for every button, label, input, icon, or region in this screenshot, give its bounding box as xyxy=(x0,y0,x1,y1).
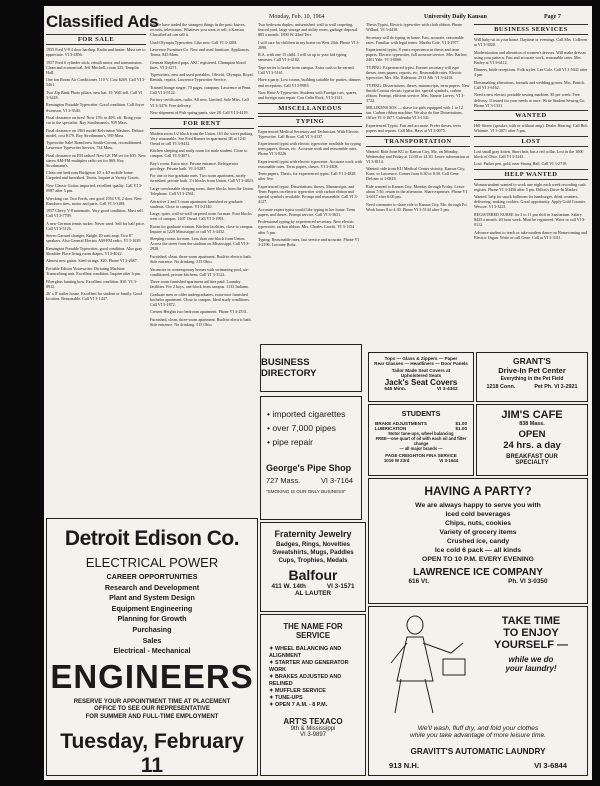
classified-ad: Furnished, clean, three-room apartment. Built-in electric bath. Side entrance. No drinking. 515 Ohio. xyxy=(150,316,252,327)
classified-ad: Need a new electric portable sewing machine. $5 per week. Free delivery. If teased for your needs at once. Write Student Sewing Co. Phone VI 3-1331. xyxy=(474,92,586,108)
edison-date: Tuesday, February 11 xyxy=(60,729,244,776)
classified-ad: Vacancies in contemporary homes with swimming pool, air-conditioned, private kitchens. Call VI 3-3122. xyxy=(150,266,249,277)
pipe-shop-ad xyxy=(260,396,362,520)
classified-ad: German Shepherd pups. AKC registered. Champion blood lines. VI 3-4271. xyxy=(150,59,246,70)
pipe-shop-address: 727 Mass. xyxy=(266,476,301,485)
classified-ad: Remington Portable Typewriter. Good condition. Call Joyce Swenson, VI 3-3540. xyxy=(46,102,145,113)
classified-ad: Large, quiet, wall-to-wall carpeted room for man. Four blocks west of campus. 1407 Oread. Call VI 3-1993. xyxy=(150,211,252,222)
laundry-line-5: your laundry! xyxy=(505,664,557,673)
classified-ad: Typing. Reasonable rates, fast service and accurate. Phone VI 3-2196. Lorraine Boltz. xyxy=(258,236,359,248)
texaco-address: 9th & Mississippi xyxy=(290,726,336,732)
grants-line-1: Drive-In Pet Center xyxy=(498,366,566,375)
jims-special-2: SPECIALTY xyxy=(515,460,549,466)
balfour-line: Badges, Rings, Novelties xyxy=(276,541,350,548)
section-help-wanted: HELP WANTED xyxy=(474,169,588,180)
edison-line: Research and Development xyxy=(104,582,200,592)
newspaper-page xyxy=(44,6,592,780)
classified-ad: Ride wanted to Kansas City, Monday through Friday. Leave about 7:30, return in the afternoon. Share expenses. Phone VI 3-6617 after 6:00 pm. xyxy=(366,183,467,200)
classified-ad: Trained lounge singer, 70 pages, company. Lawrence at Penn. Call VI 3-9122. xyxy=(150,84,252,95)
classified-ad: Term papers, Thesis, for experienced typist. Call VI 3-4828 after five. xyxy=(258,171,356,182)
classified-ad: Lost: Parker pen, gold, near Strong Hall. Call VI 3-2718. xyxy=(474,161,568,167)
column-3 xyxy=(258,22,362,342)
section-transportation: TRANSPORTATION xyxy=(366,136,470,147)
jacks-name: Jack's Seat Covers xyxy=(384,378,458,387)
classified-ad: I will care for children in my home on West 24th. Phone VI 3-2090. xyxy=(258,39,360,50)
classified-ad: Hill-Stereo (speaker, with or without amp). Dealer Hearing. Call Bob Whinnie. VI 3-3071 after 5 pm. xyxy=(474,123,588,134)
fina-phone: VI 3-1644 xyxy=(439,458,459,463)
grants-address: 1218 Conn. xyxy=(486,384,516,390)
classified-ad: MILLIKENS SOS — shave for girls equipped with 1 to 12 ton. Carbon ribbon machine. We also do fine Dissertations. Office VI 3-1677. Calendar VI 3-1541. xyxy=(366,105,463,121)
party-line: Iced cold beverages xyxy=(445,511,511,518)
texaco-service: ✦ OPEN 7 A.M. - 8 P.M. xyxy=(269,702,328,708)
classified-ad: New Classic Guitar, imported, excellent quality. Call VI 3-0987 after 5 pm. xyxy=(46,182,143,194)
edison-line: Planning for Growth xyxy=(117,614,187,624)
classified-ad: Large comfortable sleeping room, three blocks from the Union. Telephone. Call VI 3-2561. xyxy=(150,185,254,197)
texaco-service: ✦ TUNE-UPS xyxy=(269,695,303,701)
classified-ad: Almost new guitar. Steel strings. $20. Phone VI 3-2687. xyxy=(46,258,138,264)
section-typing: TYPING xyxy=(258,116,362,127)
classified-ad: Secretary will do typing in home. Fast, accurate, reasonable rates. Familiar with legal terms. Martha Cole. VI 3-2977. xyxy=(366,34,464,45)
arts-texaco-ad xyxy=(260,614,366,776)
classified-ad: Thesis Typist, Electric typewriter with cloth ribbon. Phone Willard. VI 3-4418. xyxy=(366,22,462,33)
grants-pet-ad xyxy=(476,352,588,402)
classified-ad: Factory certificates, radio. All new. Limited, Sole Mfrs. Call VI 3-3476. Free delivery. xyxy=(150,97,249,108)
ice-company-name: LAWRENCE ICE COMPANY xyxy=(413,567,543,578)
texaco-header-1: THE NAME FOR xyxy=(283,622,343,631)
grants-name: GRANT'S xyxy=(513,356,551,366)
texaco-service: ✦ BRAKES ADJUSTED AND RELINED xyxy=(269,674,342,687)
jacks-line-2: Rear Glasses — Headliners — Door Panels xyxy=(374,361,468,366)
classified-ad: Wanted: ride from KU Medical Center vicinity, Kansas City, Kans. to Lawrence. Comes from 6:30 to 8:30. Call Gene DeLane at 1-0818. xyxy=(366,166,466,182)
classified-ad: Two bedroom duplex, unfurnished, wall to wall carpeting, fenced yard, large storage and utility room, garbage disposal. $85 a month. 1800 W. 22nd Terr. xyxy=(258,22,359,38)
jacks-line-4: Upholstered Seats xyxy=(400,373,442,378)
classified-ad: Modern room 1/2 block from the Union. Off the street parking. Very reasonable. See Fred Runser in apartment 1B at 1241 Oread or call VI 3-9432. xyxy=(150,130,254,146)
balfour-ad xyxy=(260,522,366,612)
fina-row-3: Motor tune-ups, wheel balancing xyxy=(388,431,454,436)
pipe-shop-phone: VI 3-7164 xyxy=(320,476,353,485)
classified-ad: Furnished, clean, three-room apartment. Built-in electric bath. Side entrance. No drinking. 515 Ohio. xyxy=(150,253,252,265)
party-line: Variety of grocery items xyxy=(439,529,517,536)
classified-ad: Advance student to teach or take modern dance on Homecoming and Electric Organ. Write or call Gene. Call at VI 3-3311. xyxy=(474,229,587,240)
edison-line: CAREER OPPORTUNITIES xyxy=(106,572,198,581)
classified-ad: Dressmaking alterations, formals and wedding gowns. Mrs. Patrick. Call VI 3-6162. xyxy=(474,79,586,90)
fina-address: 1019 W 23rd xyxy=(383,458,410,463)
edison-line: Plant and System Design xyxy=(109,593,195,603)
edison-line: Equipment Engineering xyxy=(111,603,193,613)
section-business-services: BUSINESS SERVICES xyxy=(474,24,588,35)
header-paper: University Daily Kansan xyxy=(424,14,488,20)
texaco-phone: VI 3-9897 xyxy=(299,732,327,738)
edison-appt-line-2: OFFICE TO SEE OUR REPRESENTATIVE xyxy=(94,706,210,713)
fina-row-1: BRAKE ADJUSTMENTS xyxy=(375,421,427,426)
classified-ad: 26' x 8' trailer house. Excellent for student or family. Good location. Reasonable. Call VI 3-1447. xyxy=(46,291,143,302)
section-for-sale: FOR SALE xyxy=(46,34,146,45)
edison-subtitle: ELECTRICAL POWER xyxy=(85,555,219,570)
classified-ad: Accurate expert typist would like typing in her home. Term papers and theses. Prompt service. Call VI 3-3631. xyxy=(258,206,356,217)
classified-ad: Wanted: help for snack ballroom for hamburger, drink counters, delivering, making cookies. Good opportunity. Apply Gold Counter, Wescoe. VI 3-3221. xyxy=(474,194,586,210)
edison-appt-line-3: FOR SUMMER AND FULL-TIME EMPLOYMENT xyxy=(85,713,219,720)
classified-ad: Kitchen sleeping and study room for male student. Close to campus. Call VI 3-3071. xyxy=(150,148,248,159)
jacks-line-3: Tailor Made Seat Covers at xyxy=(391,368,451,373)
texaco-name: ART'S TEXACO xyxy=(283,717,343,726)
texaco-header-2: SERVICE xyxy=(295,631,331,640)
laundry-illustration xyxy=(381,613,471,719)
classified-ad: Woman student wanted to work one night each week recording cash register. Phone VI 3-3456 after 5 pm. Dillon's Drive-In Market. xyxy=(474,181,586,192)
grants-phone: Pet Ph. VI 3-2921 xyxy=(534,384,578,390)
laundry-phone: VI 3-6844 xyxy=(534,761,567,770)
party-line: Ice cold 6 pack — all kinds xyxy=(434,547,522,554)
balfour-phone: VI 3-1571 xyxy=(326,583,355,590)
balfour-line: Cups, Trophies, Medals xyxy=(278,557,348,564)
classified-ad: Need commuter to share ride to Kansas City, Mo. through Fri. Work hours 8 to 4:30. Phone VI 3-5144 after 5 pm. xyxy=(366,201,468,212)
jims-cafe-ad xyxy=(476,404,588,476)
classified-ad: Typewriters, new and used portables, Olivetti, Olympia, Royal. Rentals, repairs, Lawrence Typewriter Service. xyxy=(150,72,254,83)
classified-ad: REGISTERED NURSE for 3 to 11 pm shift in Sanitarium. Salary $425 a month. 40 hour week. Must be registered. Write or call VI 3-0112. xyxy=(474,211,586,228)
laundry-ad xyxy=(368,606,588,776)
edison-name: Detroit Edison Co. xyxy=(64,527,240,550)
laundry-name: GRAVITT'S AUTOMATIC LAUNDRY xyxy=(410,747,546,756)
texaco-service: ✦ STARTER AND GENERATOR WORK xyxy=(269,660,349,673)
edison-appt-line-1: RESERVE YOUR APPOINTMENT TIME AT PLACEMENT xyxy=(73,698,231,705)
pipe-shop-item: • pipe repair xyxy=(267,437,314,447)
classified-ad: Three room furnished apartment utilities paid. Laundry facilities. For 2 boys, one block from campus. 1133 Indiana. xyxy=(150,279,249,290)
column-2 xyxy=(150,22,254,518)
ice-company-phone: Ph. VI 3-0350 xyxy=(508,578,548,585)
classified-ad: One ton Room Air Conditioner. 110 V. Cost $269. Call VI 3-5461. xyxy=(46,77,146,88)
column-1 xyxy=(46,32,146,518)
party-line: We are always happy to serve you with xyxy=(415,502,541,509)
classified-ad: Modernization and alteration of women's dresses. Will make dresses using your pattern. Fast and accurate work, reasonable rates. Mrs. Bailey at VI 3-6412. xyxy=(474,49,587,65)
jims-open: OPEN xyxy=(518,429,546,440)
column-4 xyxy=(366,22,470,350)
grants-line-2: Everything in the Pet Field xyxy=(500,376,564,382)
header-date: Monday, Feb. 10, 1964 xyxy=(269,14,325,20)
party-line: OPEN TO 10 P.M. EVERY EVENING xyxy=(422,556,534,563)
balfour-address: 411 W. 14th xyxy=(271,583,306,590)
classified-ad: A new German tennis racket. Never used. Sell for half price. Call VI 3-5126. xyxy=(46,220,146,231)
pipe-shop-slogan: "SMOKING IS OUR ONLY BUSINESS" xyxy=(266,489,346,494)
classified-ad: New shipment of Fish spring pants, size 28. Call VI 3-4419. xyxy=(150,110,249,116)
classified-ad: Attractive 2 and 3 room apartment furnished or graduate students. Close to campus. VI 3-2140. xyxy=(150,198,243,209)
classified-ad: Experienced typist, 8 years experience in thesis and term papers. Electric typewriter, full accurate service. Mrs. Barlow, 2401 Yale. VI 3-0066. xyxy=(366,47,468,63)
classified-ad: B.A. with one 15 child. I will sit up to your kid typing semester. Call VI 3-4182. xyxy=(258,52,347,63)
laundry-copy-2: while you take advantage of more leisure time. xyxy=(410,732,546,739)
texaco-service: ✦ WHEEL BALANCING AND ALIGNMENT xyxy=(269,646,342,659)
fina-row-4: FREE—one quart of oil with each oil and filter change xyxy=(375,436,467,446)
classified-ad: Cresent Heights two bedroom apartment. Phone VI 3-2531. xyxy=(150,309,248,315)
classified-ad: Will baby-sit in your home. Daytime or evenings. Call Mrs. Cofferen at VI 3-3028. xyxy=(474,37,588,48)
laundry-line-2: TO ENJOY xyxy=(503,627,559,639)
section-misc: MISCELLANEOUS xyxy=(258,103,362,114)
classified-ad: TYPING: Experienced typist. Former secretary will type theses, term papers, reports, etc. Reasonable rates. Electric typewriter. Mrs. Mo. Ridenour. 2513 Alb. VI 3-4418. xyxy=(366,64,462,81)
classified-ad: Final clearance on FM radios! New GE FM set for $35. New stereo AM-FM multiplex radio set for $69. Roy Strothmann's. xyxy=(46,152,146,168)
fina-row-5: — all major brands — xyxy=(399,446,443,451)
fina-price-2: $1.00 xyxy=(455,426,467,431)
classified-ad: 1957 Chevy V-8 automatic. Very good condition. Must sell. Call VI 3-7709. xyxy=(46,208,144,219)
classified-ad: Lost small gray kitten. Short hair, has a red collar. Lost in the 1000 block of Ohio. Call VI 3-5241. xyxy=(474,148,584,159)
jims-special-1: BREAKFAST OUR xyxy=(506,454,558,460)
classified-ad: Experienced typist with electric typewriter. Accurate work with reasonable rates. Term papers, theses. VI 3-4408. xyxy=(258,158,362,169)
classified-ad: Fiberglass hunting bow. Excellent condition. $10. VI 3-8912. xyxy=(46,278,137,289)
classified-ad: Used Olympia Typewriter. Like new. Call VI 3-1208. xyxy=(150,39,238,45)
classified-ad: Room for graduate woman. Kitchen facilities, close to campus. Inquire at 1229 Mississippi or call VI 3-4432. xyxy=(150,223,254,234)
laundry-address: 913 N.H. xyxy=(389,761,419,770)
jims-address: 838 Mass. xyxy=(519,421,545,427)
edison-line: Electrical - Mechanical xyxy=(113,646,191,656)
page-title: Classified Ads xyxy=(46,12,159,31)
classified-ad: Experienced Typist. Fast and accurate. Prefer theses, term papers and reports. Call Mrs. Hays at VI 3-0075. xyxy=(366,122,461,134)
classified-ad: 1957 Ford 6 cylinder stick, rebuilt motor and transmission. Clean and economical. Jeff Mitchell, room 325, Templin Hall. xyxy=(46,59,143,75)
edison-line: Sales xyxy=(142,635,162,645)
classified-ad: Lawrence Furniture Co. New and used furniture. Appliances. Terms. 845 Mass. xyxy=(150,47,251,58)
fina-name: PAGE-CREIGHTON FINA SERVICE xyxy=(385,453,457,458)
balfour-line: Sweatshirts, Mugs, Paddles xyxy=(272,549,354,556)
fina-row-2: LUBRICATION xyxy=(375,426,407,431)
ice-company-ad xyxy=(368,478,588,604)
detroit-edison-ad xyxy=(46,518,258,776)
classified-ad: Now Rent-A-Typewriter. Students with Foreign cars, spares, and foreign auto repair. Con Colin Rack, VI 3-2141. xyxy=(258,89,358,101)
classified-ad: Experienced typist. Dissertations, theses, Manuscripts, and Term Papers on electric typewriter with carbon ribbon and special symbols available. Prompt and reasonable. Call VI 3-4127. xyxy=(258,183,358,205)
section-wanted: WANTED xyxy=(474,110,588,121)
laundry-copy-1: We'll wash, fluff dry, and fold your clothes xyxy=(417,725,539,732)
classified-ad: Dinners, bride receptions. Folk styles. Lea Cole. Call VI 3-5041 after 4 pm. xyxy=(474,67,588,78)
pipe-shop-name: George's Pipe Shop xyxy=(266,463,352,473)
ice-company-address: 616 Vt. xyxy=(408,578,430,585)
balfour-title: Fraternity Jewelry xyxy=(274,529,352,539)
jacks-line-1: Tops — Glass & Zippers — Paper xyxy=(384,356,458,361)
classified-ad: Final clearance on tires! Now 15% to 40% off. Bring your car to the specialist. Roy Strothmann's, 939 Mass. xyxy=(46,114,142,126)
texaco-service: ✦ MUFFLER SERVICE xyxy=(269,688,326,694)
laundry-line-3: YOURSELF — xyxy=(494,639,568,651)
balfour-name: Balfour xyxy=(288,567,338,583)
classified-ad: Clean one bedroom Bridgeton 10' x 40' mobile home. Carpeted and furnished. Terms. Inquire at Varsity Courts. xyxy=(46,170,140,181)
jims-hours: 24 hrs. a day xyxy=(503,440,561,451)
classified-ad: Tape series to broke from campus. Extra cash to be earned. Call VI 3-5161. xyxy=(258,64,355,75)
classified-ad: Stereo Garrard changer, Knight 20 watt amp. Two 8" speakers. Also General Electric AM-FM radio. VI 3-1639. xyxy=(46,233,142,244)
classified-ad: Remington Portable Typewriter, good condition. Also gray Shoulder Place living room drapes. VI 3-4022. xyxy=(46,245,143,256)
classified-ad: People have traded the strangest things in the past: knives, records, televisions. Whatever you want to sell, a Kansan Classified ad can sell it. xyxy=(150,22,246,38)
pipe-shop-item: • over 7,000 pipes xyxy=(267,423,336,433)
classified-ad: Have a party. Low rooms, building suitable for parties, dinners and receptions. Call VI 3-9983. xyxy=(258,77,361,88)
classified-ad: Boy's room. Extra nice. Private entrance. Refrigerator privilege. Private bath. VI 3-5287. xyxy=(150,160,239,171)
party-line: Chips, nuts, cookies xyxy=(444,520,512,527)
laundry-line-1: TAKE TIME xyxy=(501,615,561,627)
classified-ad: Experienced Medical Secretary and Technician. With Electric Typewriter. Call Bruce. Call VI 3-4137. xyxy=(258,128,359,139)
jacks-phone: VI 3-4342 xyxy=(436,387,458,392)
laundry-line-4: while we do xyxy=(508,655,554,664)
classified-ad: Typewriter Sale! Brand new Smith-Corona, reconditioned. Lawrence Typewriter Service, 734 Mass. xyxy=(46,140,143,151)
section-for-rent: FOR RENT xyxy=(150,118,254,129)
fina-price-1: $1.00 xyxy=(455,421,467,426)
party-title: HAVING A PARTY? xyxy=(424,484,532,498)
classified-ad: TYPING: Dissertations, theses, manuscripts, term papers. New Smith-Corona electric typewriter, special symbols, carbon ribbon. Prompt, efficient service. Mrs. Nannie Lavery. VI 3-3722. xyxy=(366,82,470,103)
jacks-seat-covers-ad xyxy=(368,352,474,402)
fina-service-ad xyxy=(368,404,474,476)
classified-ad: 1955 Ford V-8 4 door hardtop. Radio and heater. Must see to appreciate. VI 3-4856. xyxy=(46,47,146,58)
edison-headline: ENGINEERS xyxy=(50,657,254,695)
classified-ad: Graduate men or older undergraduates, extra-nice furnished bachelor apartment. Close to campus. Ideal study conditions. Call VI 3-1872. xyxy=(150,291,250,307)
balfour-manager: AL LAUTER xyxy=(294,590,332,597)
classified-ad: Portable Edison Voicewriter. Dictating Machine. Transcribing unit. Excellent condition. Inquire after 6 pm. xyxy=(46,265,141,277)
classified-ad: Two Zip Bank Photo pillars, new bat. 19. Will sell. Call VI 3-3418. xyxy=(46,89,143,100)
party-line: Crushed ice, candy xyxy=(446,538,510,545)
classified-ad: For one or two graduate men. Two room apartment, nicely furnished, private bath. 1½ blocks from Union. Call VI 3-4823. xyxy=(150,173,254,184)
edison-line: Purchasing xyxy=(132,624,172,634)
business-directory-title: BUSINESS DIRECTORY xyxy=(260,344,362,392)
classified-ad: Final clearance on 1963 model Kelvinator Washers. Deluxe model, cost $179. Roy Strothmann's, 939 Mass. xyxy=(46,127,144,138)
classified-ad: Professional typing by experienced secretary. New electric typewriter, carbon ribbon. Mrs. Charles Gravitt. VI 3-1154 after 5 pm. xyxy=(258,219,355,235)
jacks-address: 545 Minn. xyxy=(384,387,407,392)
classified-ad: Wrecking car. Two Fords, one good 1954 V8, 2 door. New Ranchero tires, motor and parts. Call VI 3-3188. xyxy=(46,195,142,206)
classified-ad: Sleeping rooms for men. Less than one block from Union. Across the street from the stadium on Mississippi. Call VI 3-2928. xyxy=(150,236,250,252)
section-lost: LOST xyxy=(474,136,588,147)
classified-ad: Experienced typist with electric typewriter available for typing term papers, theses, etc. Accurate work and reasonable rates. Phone VI 3-8226. xyxy=(258,141,361,157)
pipe-shop-item: • imported cigarettes xyxy=(267,409,346,419)
classified-ad: Wanted: Ride from KU to Kansas City, Mo. on Monday, Wednesday and Friday at 12:00 or 12:30. Leave information at VI 3-8114. xyxy=(366,148,469,164)
fina-title: STUDENTS xyxy=(401,409,441,418)
header-page: Page 7 xyxy=(544,14,561,20)
jims-name: JIM'S CAFE xyxy=(501,409,563,421)
